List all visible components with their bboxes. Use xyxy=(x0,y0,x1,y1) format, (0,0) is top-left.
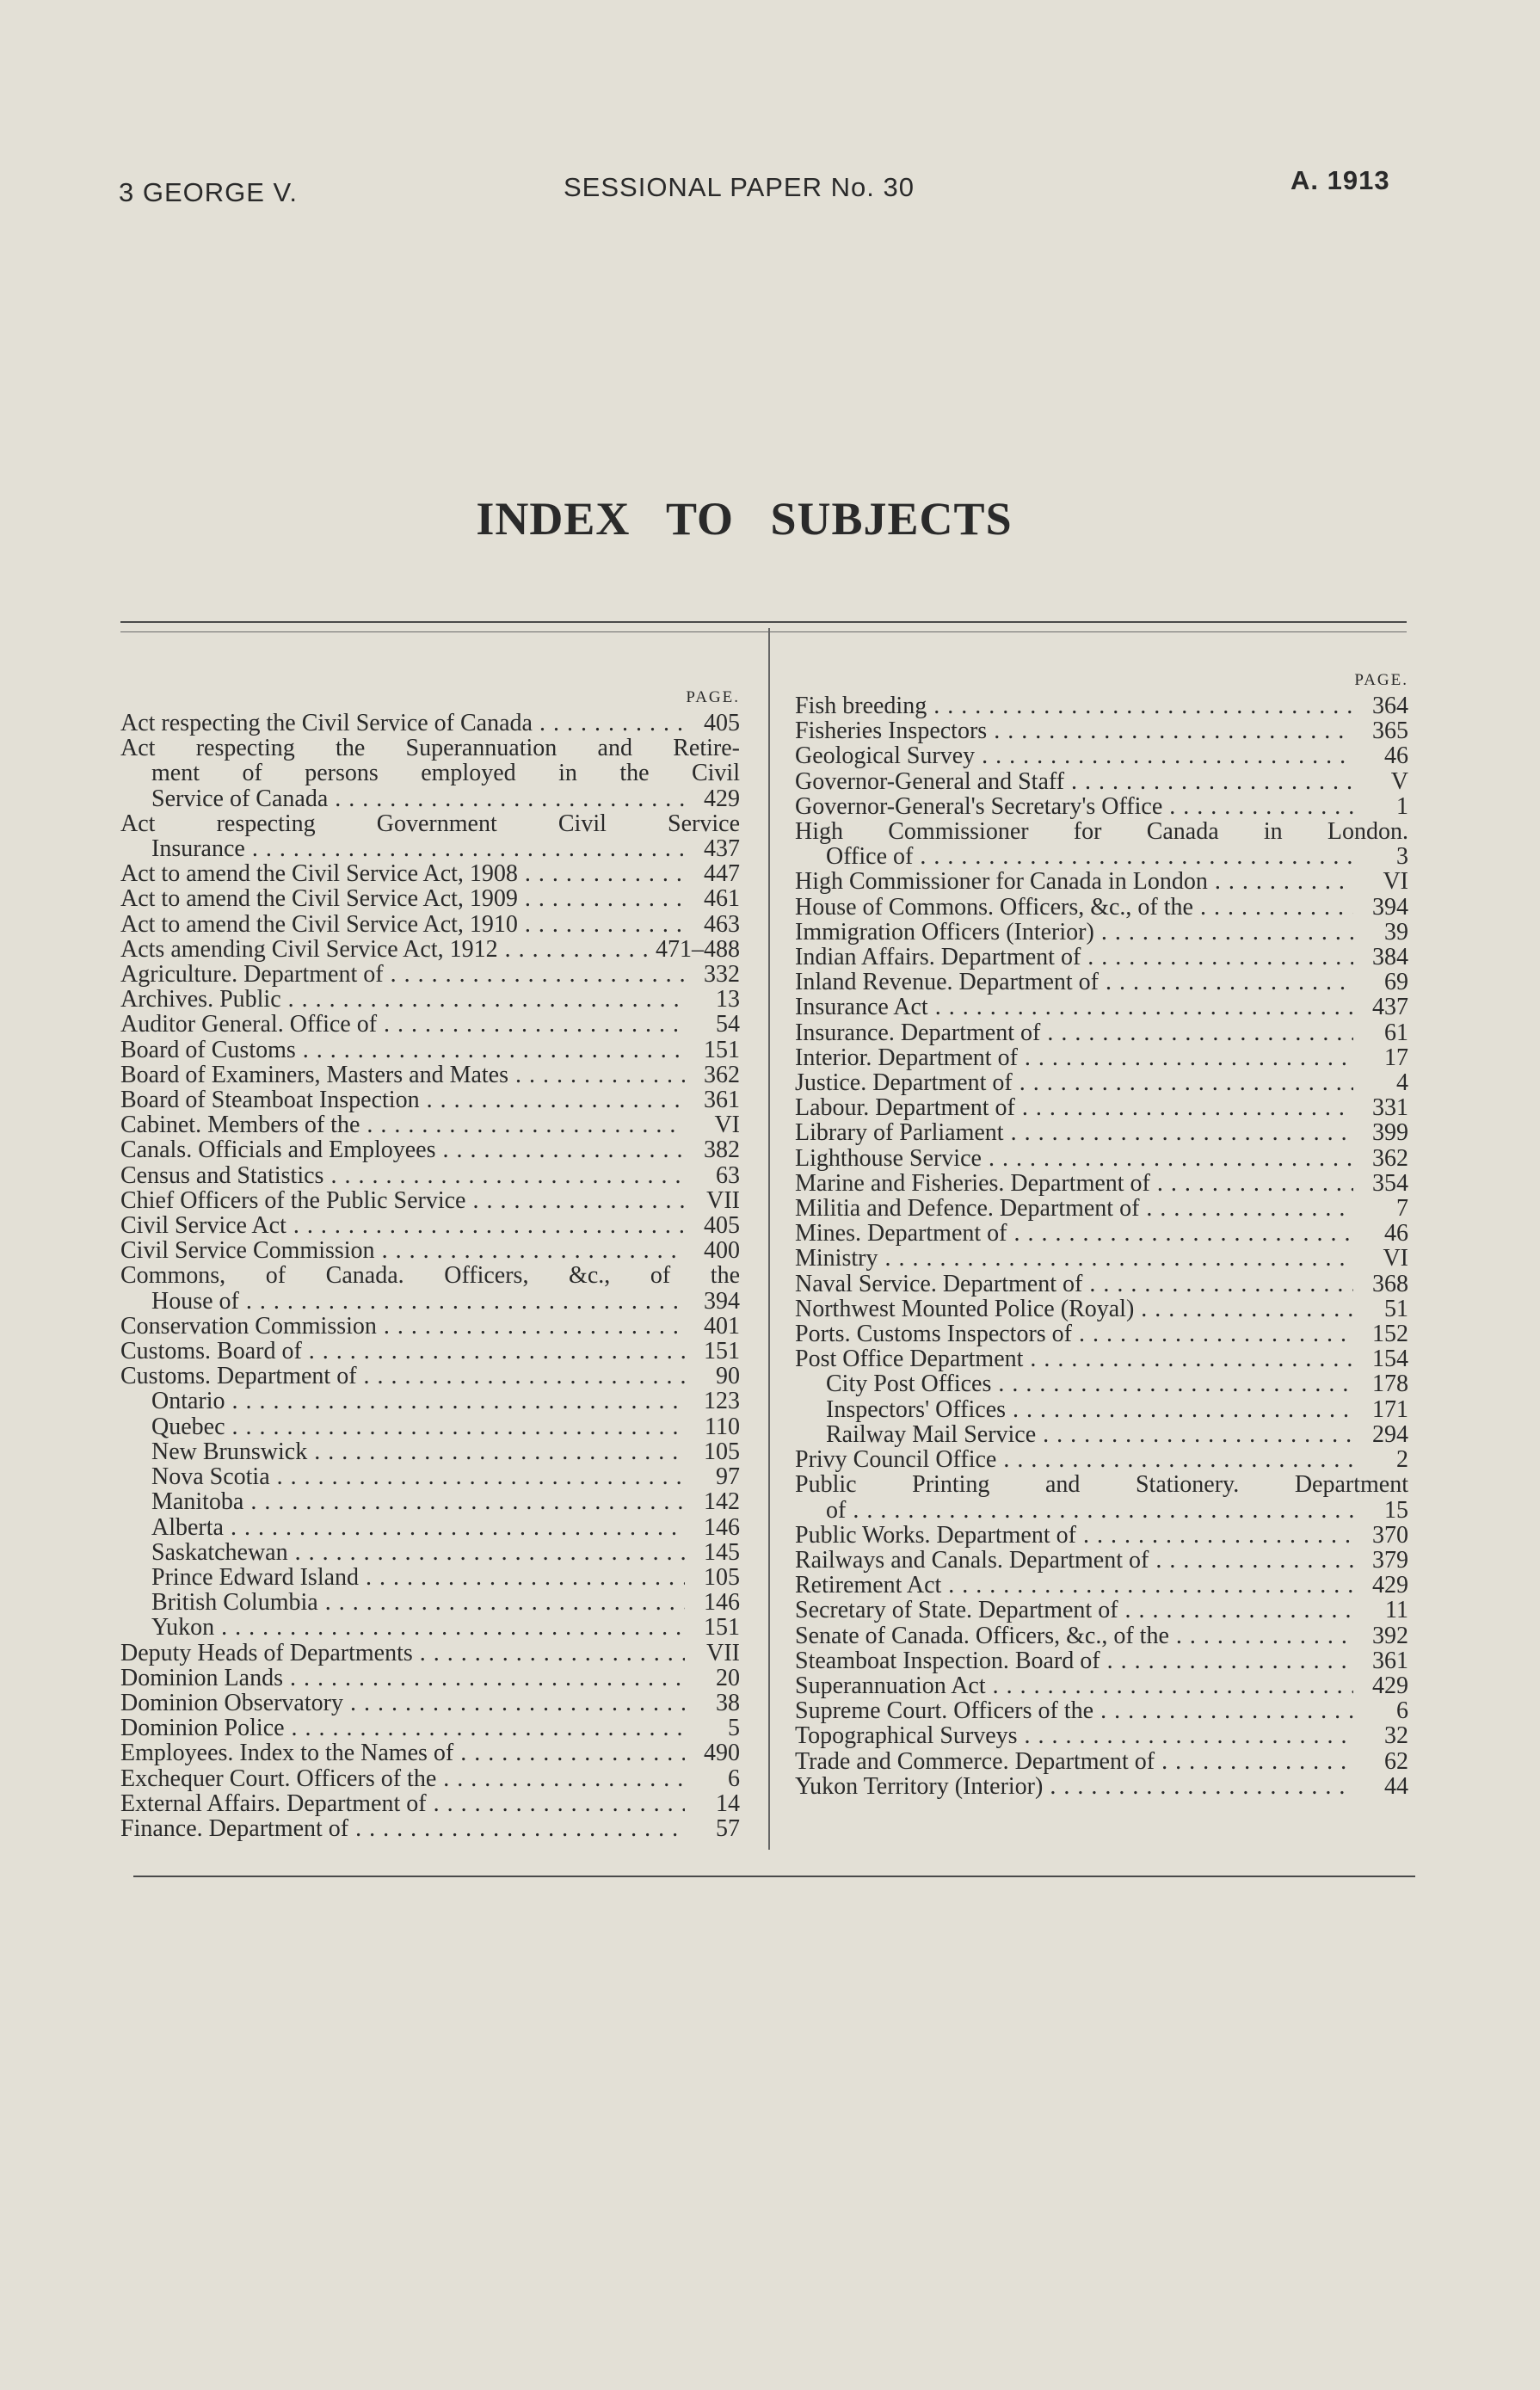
index-entry xyxy=(120,786,740,811)
index-entry xyxy=(120,1364,740,1389)
entry-page-number: 354 xyxy=(1372,1169,1408,1197)
entry-label: Act respecting the Civil Service of Canada . . . xyxy=(120,711,685,736)
entry-page-number: 361 xyxy=(1372,1647,1408,1674)
index-entry xyxy=(120,1766,740,1791)
entry-label: Railways and Canals. Department of . . . xyxy=(795,1548,1353,1573)
entry-page-number: 110 xyxy=(705,1413,740,1440)
entry-page-number: 39 xyxy=(1384,918,1408,946)
entry-page-number: 370 xyxy=(1372,1521,1408,1549)
entry-page-number: VII xyxy=(706,1639,740,1666)
index-entry xyxy=(795,1020,1408,1045)
index-entry xyxy=(795,1346,1408,1371)
index-entry xyxy=(120,1590,740,1615)
index-entry xyxy=(795,869,1408,894)
entry-page-number: 401 xyxy=(704,1312,740,1340)
entry-page-number: 437 xyxy=(1372,994,1408,1021)
entry-label: New Brunswick . . . xyxy=(120,1439,685,1464)
entry-page-number: 51 xyxy=(1384,1295,1408,1322)
index-entry xyxy=(120,861,740,886)
entry-label: Act to amend the Civil Service Act, 1908 . . . xyxy=(120,861,685,886)
entry-page-number: 429 xyxy=(704,785,740,812)
entry-page-number: 461 xyxy=(704,885,740,913)
index-entry xyxy=(120,1489,740,1514)
index-entry xyxy=(120,1188,740,1213)
entry-page-number: 146 xyxy=(704,1513,740,1541)
entry-label: Yukon . . . xyxy=(120,1615,685,1640)
entry-continuation-line: Public Printing and Stationery. Department xyxy=(795,1471,1408,1499)
index-entry xyxy=(795,1573,1408,1598)
entry-page-number: 471–488 xyxy=(656,935,740,963)
entry-label: Ontario . . . xyxy=(120,1389,685,1414)
entry-page-number: 46 xyxy=(1384,1220,1408,1247)
entry-page-number: 490 xyxy=(704,1740,740,1767)
running-head xyxy=(0,165,1540,217)
entry-page-number: 4 xyxy=(1396,1069,1408,1097)
page-column-heading: PAGE. xyxy=(686,688,740,706)
entry-page-number: 61 xyxy=(1384,1019,1408,1046)
index-entry xyxy=(120,962,740,987)
index-entry xyxy=(795,743,1408,768)
entry-label: Mines. Department of . . . xyxy=(795,1221,1353,1246)
entry-page-number: 151 xyxy=(704,1338,740,1365)
entry-page-number: 151 xyxy=(704,1036,740,1063)
top-rule-thin xyxy=(120,631,1407,632)
entry-continuation-line: Act respecting the Superannuation and Retire- xyxy=(120,735,740,762)
entry-label: Canals. Officials and Employees . . . xyxy=(120,1137,685,1162)
entry-page-number: 361 xyxy=(704,1087,740,1114)
entry-page-number: 145 xyxy=(704,1538,740,1566)
entry-label: Board of Steamboat Inspection . . . xyxy=(120,1087,685,1112)
entry-page-number: 447 xyxy=(704,860,740,888)
index-entry xyxy=(795,920,1408,945)
entry-label: Saskatchewan . . . xyxy=(120,1540,685,1565)
index-entry xyxy=(120,937,740,962)
entry-page-number: 368 xyxy=(1372,1270,1408,1297)
index-entry xyxy=(795,1095,1408,1120)
index-entry xyxy=(120,1213,740,1238)
index-entry xyxy=(120,711,740,736)
index-entry xyxy=(795,718,1408,743)
entry-page-number: 384 xyxy=(1372,944,1408,971)
entry-page-number: 44 xyxy=(1384,1772,1408,1800)
entry-page-number: VI xyxy=(1383,1245,1408,1272)
index-entry xyxy=(795,1321,1408,1346)
entry-label: Railway Mail Service . . . xyxy=(795,1422,1353,1447)
entry-label: Office of . . . xyxy=(795,844,1353,869)
entry-page-number: 57 xyxy=(716,1814,740,1842)
index-entry xyxy=(795,1523,1408,1548)
entry-label: Governor-General's Secretary's Office . . . xyxy=(795,794,1353,819)
index-entry xyxy=(120,1464,740,1489)
entry-label: Act to amend the Civil Service Act, 1910 . . . xyxy=(120,912,685,937)
index-entry xyxy=(120,1339,740,1364)
entry-page-number: 54 xyxy=(716,1011,740,1038)
index-entry xyxy=(120,1163,740,1188)
index-entry xyxy=(795,794,1408,819)
entry-label: Deputy Heads of Departments . . . xyxy=(120,1641,685,1666)
entry-page-number: 294 xyxy=(1372,1420,1408,1448)
entry-label: Quebec . . . xyxy=(120,1414,685,1439)
entry-label: Marine and Fisheries. Department of . . . xyxy=(795,1171,1353,1196)
entry-page-number: 123 xyxy=(704,1388,740,1415)
entry-page-number: 69 xyxy=(1384,969,1408,996)
entry-label: Justice. Department of . . . xyxy=(795,1070,1353,1095)
index-entry xyxy=(795,1698,1408,1723)
entry-label: Privy Council Office . . . xyxy=(795,1447,1353,1472)
index-right-column xyxy=(795,671,1408,1799)
entry-page-number: 14 xyxy=(716,1789,740,1817)
index-entry xyxy=(120,1038,740,1063)
index-entry xyxy=(795,1673,1408,1698)
entry-label: Trade and Commerce. Department of . . . xyxy=(795,1749,1353,1774)
entry-label: Agriculture. Department of . . . xyxy=(120,962,685,987)
entry-label: Census and Statistics . . . xyxy=(120,1163,685,1188)
entry-page-number: 20 xyxy=(716,1664,740,1691)
index-entry xyxy=(795,1120,1408,1145)
entry-page-number: 13 xyxy=(716,986,740,1013)
entry-label: Board of Examiners, Masters and Mates . . . xyxy=(120,1063,685,1087)
entry-label: Dominion Observatory . . . xyxy=(120,1691,685,1716)
index-entry xyxy=(120,1112,740,1137)
index-entry xyxy=(120,1063,740,1087)
entry-page-number: VI xyxy=(714,1112,740,1139)
entry-page-number: 17 xyxy=(1384,1044,1408,1071)
index-entry xyxy=(795,1623,1408,1648)
entry-label: of . . . xyxy=(795,1498,1353,1523)
entry-page-number: 97 xyxy=(716,1463,740,1491)
entry-label: Naval Service. Department of . . . xyxy=(795,1272,1353,1297)
entry-page-number: 171 xyxy=(1372,1395,1408,1423)
index-entry xyxy=(795,1397,1408,1422)
entry-label: Alberta . . . xyxy=(120,1515,685,1540)
index-entry xyxy=(795,1371,1408,1396)
entry-label: Auditor General. Office of . . . xyxy=(120,1012,685,1037)
index-entry xyxy=(120,1414,740,1439)
entry-label: Service of Canada . . . xyxy=(120,786,685,811)
entry-page-number: 7 xyxy=(1396,1195,1408,1223)
entry-page-number: 394 xyxy=(704,1287,740,1315)
index-entry xyxy=(120,912,740,937)
entry-label: British Columbia . . . xyxy=(120,1590,685,1615)
entry-page-number: 32 xyxy=(1384,1722,1408,1750)
bottom-rule xyxy=(133,1876,1415,1877)
page-title: INDEX TO SUBJECTS xyxy=(476,493,1013,545)
entry-label: Topographical Surveys . . . xyxy=(795,1723,1353,1748)
entry-label: Militia and Defence. Department of . . . xyxy=(795,1196,1353,1221)
index-entry xyxy=(120,1439,740,1464)
entry-label: Civil Service Act . . . xyxy=(120,1213,685,1238)
entry-page-number: 394 xyxy=(1372,893,1408,921)
index-entry xyxy=(795,1246,1408,1271)
entry-label: Fisheries Inspectors . . . xyxy=(795,718,1353,743)
entry-page-number: 379 xyxy=(1372,1546,1408,1574)
entry-label: Exchequer Court. Officers of the . . . xyxy=(120,1766,685,1791)
index-entry xyxy=(795,1171,1408,1196)
entry-label: Superannuation Act . . . xyxy=(795,1673,1353,1698)
index-entry xyxy=(120,1740,740,1765)
entry-page-number: 437 xyxy=(704,835,740,863)
entry-label: Geological Survey . . . xyxy=(795,743,1353,768)
entry-page-number: 154 xyxy=(1372,1346,1408,1373)
index-entry xyxy=(795,1749,1408,1774)
entry-label: Inspectors' Offices . . . xyxy=(795,1397,1353,1422)
entry-label: Northwest Mounted Police (Royal) . . . xyxy=(795,1297,1353,1321)
index-entry xyxy=(795,1272,1408,1297)
entry-page-number: 38 xyxy=(716,1689,740,1716)
index-entry xyxy=(120,1012,740,1037)
entry-label: Public Works. Department of . . . xyxy=(795,1523,1353,1548)
index-entry xyxy=(120,1666,740,1691)
entry-label: High Commissioner for Canada in London . . . xyxy=(795,869,1353,894)
header-center: SESSIONAL PAPER No. 30 xyxy=(564,172,915,202)
index-entry xyxy=(795,945,1408,970)
entry-label: Labour. Department of . . . xyxy=(795,1095,1353,1120)
entry-label: Indian Affairs. Department of . . . xyxy=(795,945,1353,970)
entry-page-number: 63 xyxy=(716,1161,740,1189)
entry-page-number: 463 xyxy=(704,910,740,938)
entry-label: Fish breeding . . . xyxy=(795,693,1353,718)
entry-page-number: 6 xyxy=(1396,1697,1408,1725)
entry-label: Insurance. Department of . . . xyxy=(795,1020,1353,1045)
index-entry xyxy=(795,995,1408,1019)
entry-continuation-line: Act respecting Government Civil Service xyxy=(120,810,740,837)
entry-page-number: 362 xyxy=(1372,1144,1408,1172)
left-entry-list xyxy=(120,711,740,1841)
entry-label: Library of Parliament . . . xyxy=(795,1120,1353,1145)
top-rule xyxy=(120,621,1407,623)
entry-label: Archives. Public . . . xyxy=(120,987,685,1012)
entry-label: Act to amend the Civil Service Act, 1909 . . . xyxy=(120,886,685,911)
entry-page-number: 146 xyxy=(704,1589,740,1617)
index-entry xyxy=(120,886,740,911)
entry-label: Board of Customs . . . xyxy=(120,1038,685,1063)
entry-page-number: 6 xyxy=(728,1765,740,1792)
entry-page-number: 90 xyxy=(716,1363,740,1390)
entry-label: Civil Service Commission . . . xyxy=(120,1238,685,1263)
entry-label: Conservation Commission . . . xyxy=(120,1314,685,1339)
entry-label: Insurance Act . . . xyxy=(795,995,1353,1019)
entry-page-number: 382 xyxy=(704,1136,740,1164)
index-entry xyxy=(120,1716,740,1740)
index-entry xyxy=(120,1314,740,1339)
index-entry xyxy=(120,1238,740,1263)
index-entry xyxy=(795,1598,1408,1623)
index-entry xyxy=(120,1615,740,1640)
entry-label: Interior. Department of . . . xyxy=(795,1045,1353,1070)
index-entry xyxy=(795,1447,1408,1472)
entry-page-number: 392 xyxy=(1372,1622,1408,1649)
index-entry xyxy=(795,970,1408,995)
entry-page-number: 5 xyxy=(728,1715,740,1742)
index-entry xyxy=(120,1389,740,1414)
entry-label: Lighthouse Service . . . xyxy=(795,1146,1353,1171)
entry-label: Employees. Index to the Names of . . . xyxy=(120,1740,685,1765)
entry-page-number: 2 xyxy=(1396,1446,1408,1474)
index-entry xyxy=(120,1691,740,1716)
index-entry xyxy=(120,1641,740,1666)
entry-continuation-line: Commons, of Canada. Officers, &c., of the xyxy=(120,1262,740,1290)
index-entry xyxy=(795,1297,1408,1321)
entry-label: Nova Scotia . . . xyxy=(120,1464,685,1489)
entry-label: Yukon Territory (Interior) . . . xyxy=(795,1774,1353,1799)
entry-label: City Post Offices . . . xyxy=(795,1371,1353,1396)
index-entry xyxy=(795,1196,1408,1221)
index-entry xyxy=(120,1289,740,1314)
entry-page-number: 105 xyxy=(704,1438,740,1465)
index-entry xyxy=(795,1723,1408,1748)
entry-page-number: 15 xyxy=(1384,1496,1408,1524)
entry-page-number: 364 xyxy=(1372,693,1408,719)
entry-page-number: 365 xyxy=(1372,718,1408,745)
entry-page-number: 400 xyxy=(704,1237,740,1265)
index-left-column xyxy=(120,688,740,1841)
entry-label: House of . . . xyxy=(120,1289,685,1314)
entry-label: Prince Edward Island . . . xyxy=(120,1565,685,1590)
right-entry-list xyxy=(795,693,1408,1799)
index-entry xyxy=(120,1565,740,1590)
entry-label: Ports. Customs Inspectors of . . . xyxy=(795,1321,1353,1346)
entry-label: Senate of Canada. Officers, &c., of the . . . xyxy=(795,1623,1353,1648)
column-divider xyxy=(768,628,770,1850)
index-entry xyxy=(120,987,740,1012)
entry-continuation-line: ment of persons employed in the Civil xyxy=(151,760,740,787)
entry-label: Post Office Department . . . xyxy=(795,1346,1353,1371)
entry-page-number: 62 xyxy=(1384,1747,1408,1775)
entry-label: Chief Officers of the Public Service . . . xyxy=(120,1188,685,1213)
entry-page-number: 151 xyxy=(704,1614,740,1642)
entry-continuation-line: High Commissioner for Canada in London. xyxy=(795,818,1408,846)
entry-page-number: 405 xyxy=(704,710,740,736)
index-entry xyxy=(795,1774,1408,1799)
entry-page-number: 46 xyxy=(1384,742,1408,770)
entry-page-number: 178 xyxy=(1372,1371,1408,1398)
header-right: A. 1913 xyxy=(1291,165,1390,195)
entry-page-number: 405 xyxy=(704,1212,740,1240)
entry-page-number: 142 xyxy=(704,1488,740,1516)
index-entry xyxy=(795,844,1408,869)
entry-label: Steamboat Inspection. Board of . . . xyxy=(795,1648,1353,1673)
index-entry xyxy=(795,769,1408,794)
index-entry xyxy=(120,836,740,861)
index-entry xyxy=(795,1498,1408,1523)
entry-label: Ministry . . . xyxy=(795,1246,1353,1271)
entry-label: Cabinet. Members of the . . . xyxy=(120,1112,685,1137)
index-entry xyxy=(120,1816,740,1841)
header-left: 3 GEORGE V. xyxy=(119,177,298,207)
page-column-heading: PAGE. xyxy=(1354,671,1408,689)
index-entry xyxy=(120,1137,740,1162)
index-entry xyxy=(795,1648,1408,1673)
index-entry xyxy=(795,1221,1408,1246)
entry-page-number: 399 xyxy=(1372,1119,1408,1147)
entry-label: Insurance . . . xyxy=(120,836,685,861)
index-entry xyxy=(120,1087,740,1112)
entry-label: Secretary of State. Department of . . . xyxy=(795,1598,1353,1623)
entry-label: Immigration Officers (Interior) . . . xyxy=(795,920,1353,945)
entry-page-number: 429 xyxy=(1372,1572,1408,1599)
index-entry xyxy=(795,693,1408,718)
entry-label: Retirement Act . . . xyxy=(795,1573,1353,1598)
index-entry xyxy=(795,895,1408,920)
entry-page-number: V xyxy=(1390,767,1408,795)
entry-label: Customs. Department of . . . xyxy=(120,1364,685,1389)
entry-label: Dominion Lands . . . xyxy=(120,1666,685,1691)
index-entry xyxy=(120,1540,740,1565)
index-entry xyxy=(795,1146,1408,1171)
entry-page-number: VII xyxy=(706,1186,740,1214)
entry-page-number: 152 xyxy=(1372,1321,1408,1348)
entry-label: Customs. Board of . . . xyxy=(120,1339,685,1364)
entry-label: House of Commons. Officers, &c., of the . . . xyxy=(795,895,1353,920)
entry-label: External Affairs. Department of . . . xyxy=(120,1791,685,1816)
entry-page-number: VI xyxy=(1383,868,1408,896)
entry-page-number: 3 xyxy=(1396,843,1408,871)
entry-label: Governor-General and Staff . . . xyxy=(795,769,1353,794)
entry-page-number: 1 xyxy=(1396,792,1408,820)
entry-page-number: 429 xyxy=(1372,1672,1408,1699)
entry-page-number: 11 xyxy=(1385,1597,1408,1624)
entry-label: Manitoba . . . xyxy=(120,1489,685,1514)
entry-label: Finance. Department of . . . xyxy=(120,1816,685,1841)
entry-label: Supreme Court. Officers of the . . . xyxy=(795,1698,1353,1723)
entry-page-number: 362 xyxy=(704,1061,740,1088)
entry-label: Dominion Police . . . xyxy=(120,1716,685,1740)
index-entry xyxy=(795,1070,1408,1095)
index-entry xyxy=(795,1045,1408,1070)
index-entry xyxy=(120,1515,740,1540)
index-entry xyxy=(795,1548,1408,1573)
index-entry xyxy=(795,1422,1408,1447)
entry-page-number: 105 xyxy=(704,1563,740,1591)
entry-page-number: 331 xyxy=(1372,1094,1408,1122)
entry-page-number: 332 xyxy=(704,961,740,989)
entry-label: Inland Revenue. Department of . . . xyxy=(795,970,1353,995)
entry-label: Acts amending Civil Service Act, 1912 . . . xyxy=(120,937,652,962)
index-entry xyxy=(120,1791,740,1816)
